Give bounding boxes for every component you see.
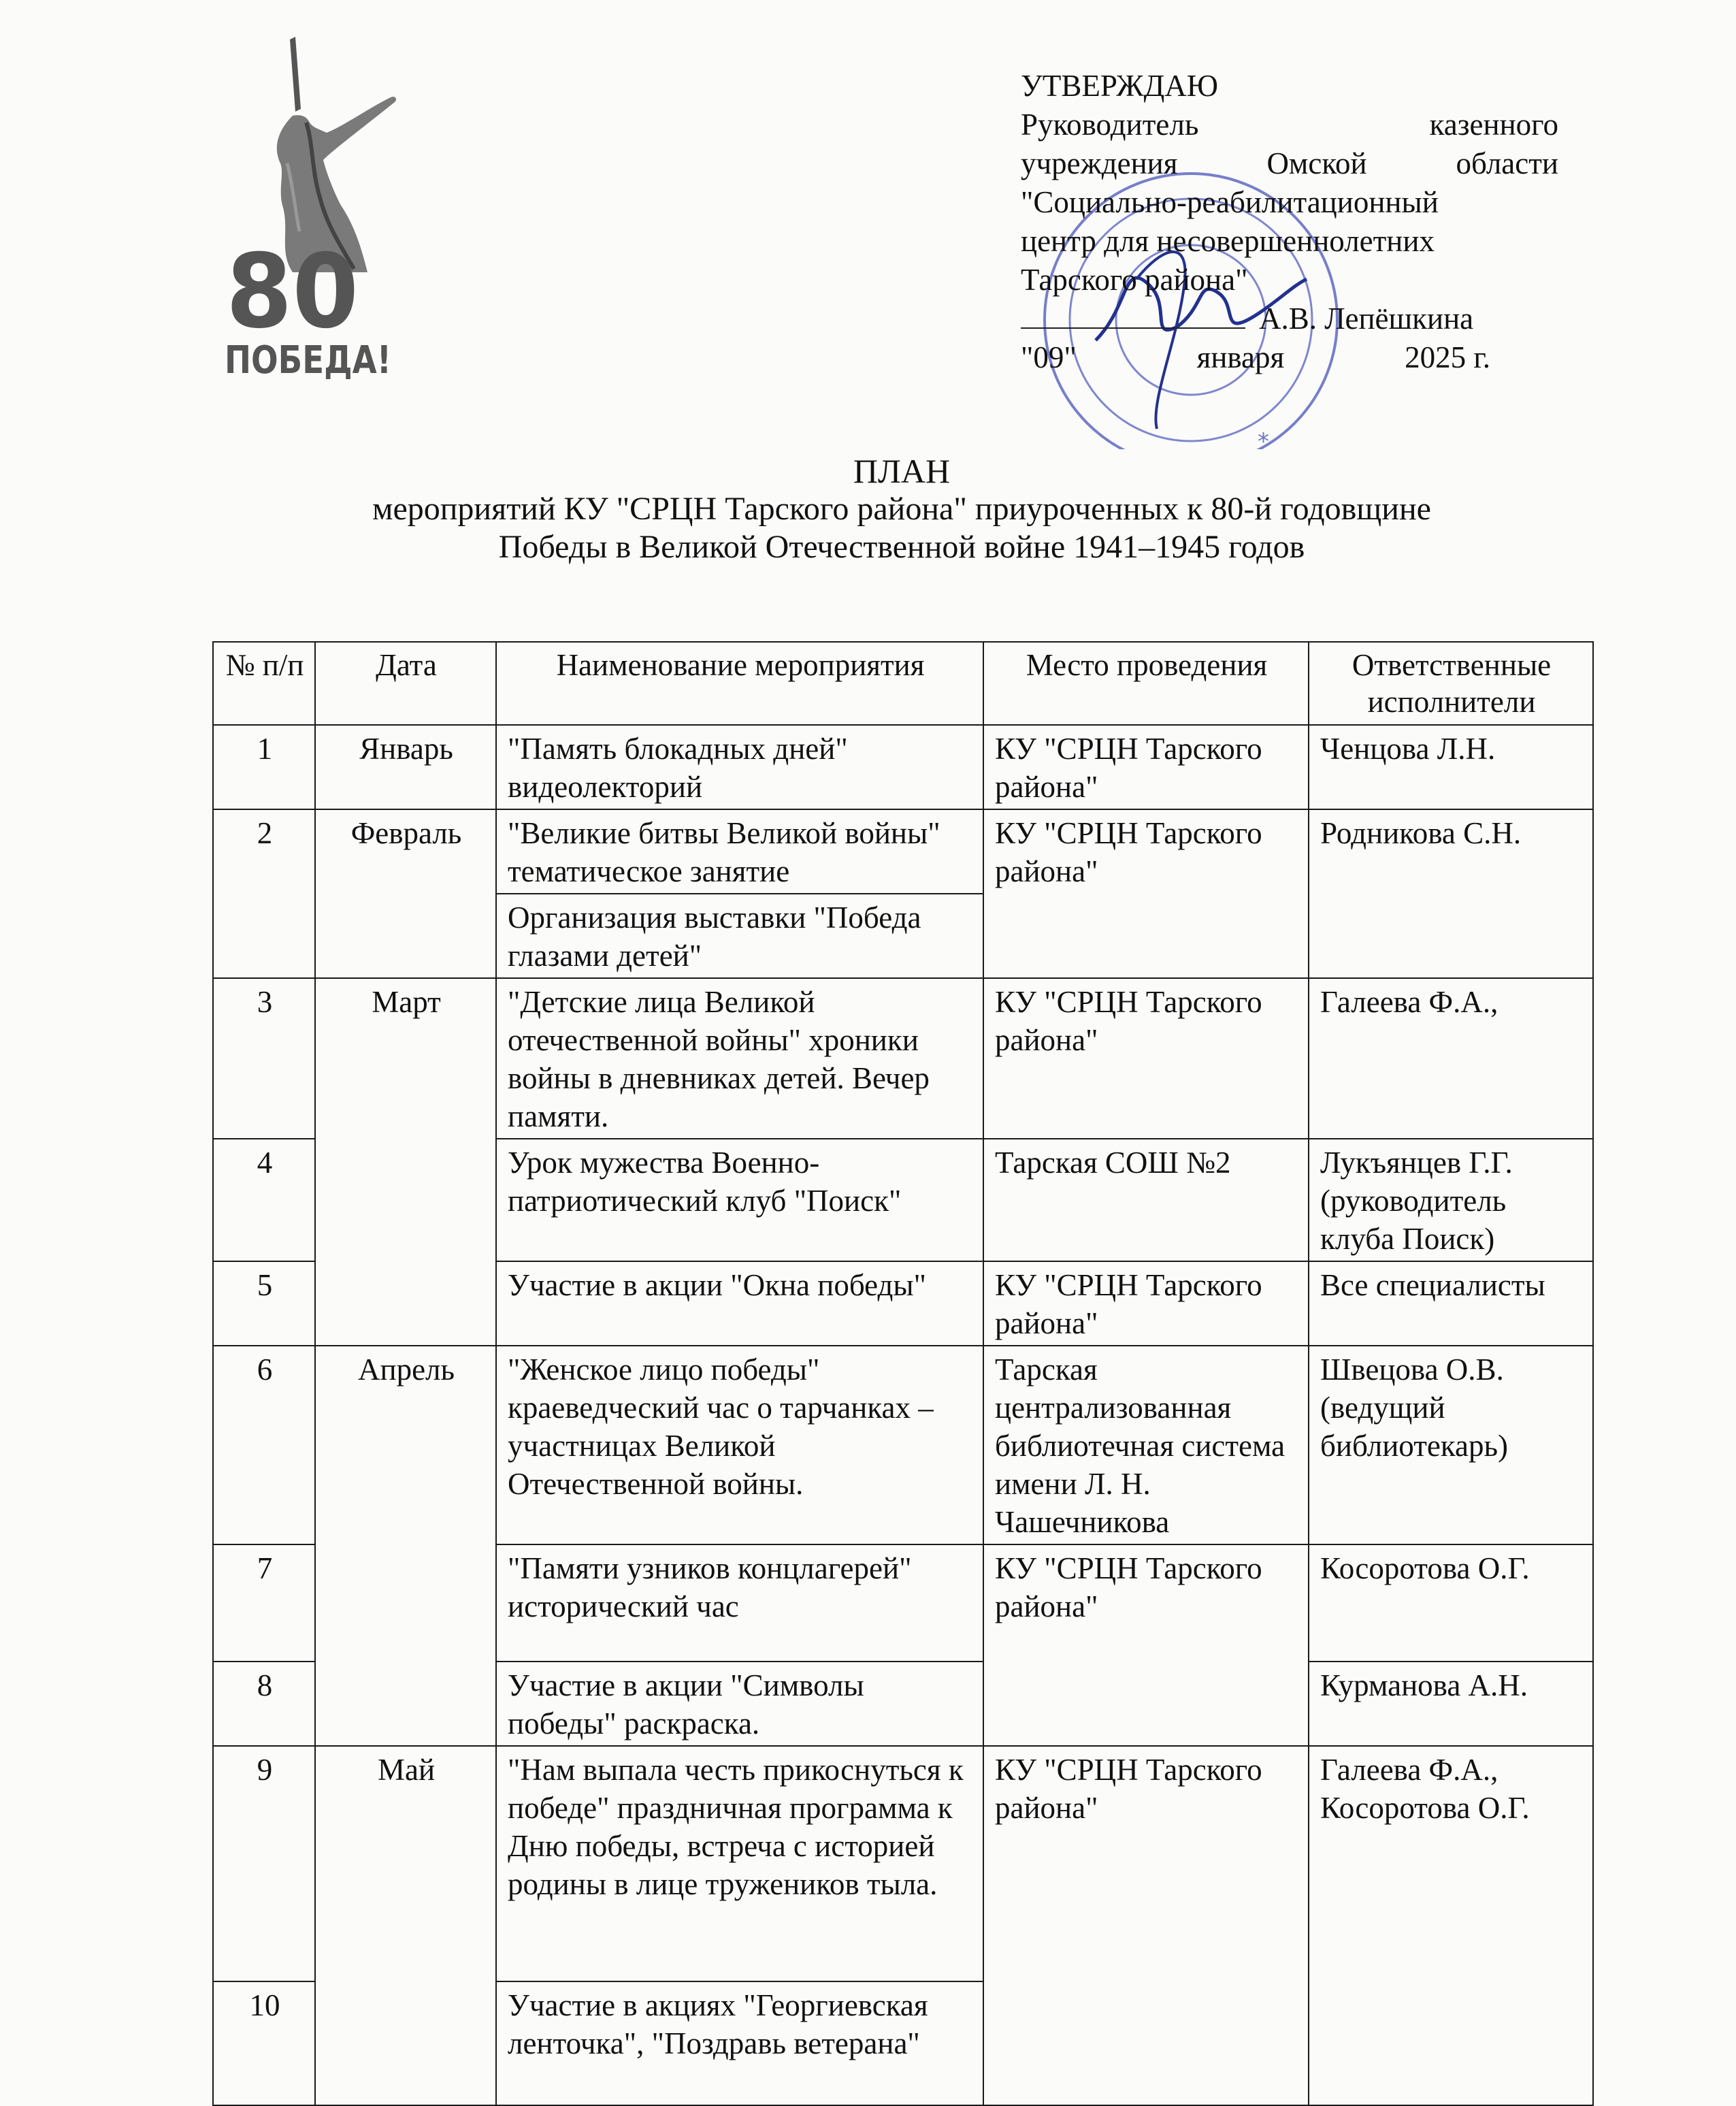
approval-position-left: Руководитель (1021, 108, 1199, 142)
approval-date-year: 2025 г. (1405, 340, 1490, 374)
row-place: КУ "СРЦН Тарского района" (983, 725, 1309, 809)
row-event-name: "Память блокадных дней" видеолекторий (496, 725, 983, 809)
title-line-1: мероприятий КУ "СРЦН Тарского района" приуроченных к 80-й годовщине (372, 491, 1431, 527)
row-num: 10 (213, 1981, 315, 2105)
approval-position-right: казенного (1429, 108, 1558, 142)
table-row (213, 978, 1593, 1139)
approval-org-a: учреждения (1021, 146, 1178, 180)
row-num: 5 (213, 1261, 315, 1346)
row-month: Январь (315, 725, 496, 809)
header-num: № п/п (213, 642, 315, 725)
header-resp: Ответственные исполнители (1309, 642, 1593, 725)
row-responsible: Косоротова О.Г. (1309, 1544, 1593, 1662)
approval-org-name-2: центр для несовершеннолетних (1021, 224, 1435, 258)
row-month: Май (315, 1746, 496, 2105)
approval-date-month: января (1196, 340, 1285, 374)
row-place: КУ "СРЦН Тарского района" (983, 809, 1309, 978)
row-responsible: Галеева Ф.А., Косоротова О.Г. (1309, 1746, 1593, 2105)
table-row (213, 809, 1593, 894)
row-num: 8 (213, 1662, 315, 1746)
row-num: 4 (213, 1139, 315, 1261)
document-title (204, 452, 1599, 566)
row-event-name: Участие в акции "Символы победы" раскраска. (496, 1662, 983, 1746)
victory-monument-emblem (225, 27, 422, 381)
row-responsible: Швецова О.В. (ведущий библиотекарь) (1309, 1346, 1593, 1544)
approval-org-c: области (1456, 146, 1558, 180)
row-event-name: Участие в акциях "Георгиевская ленточка", "Поздравь ветерана" (496, 1981, 983, 2105)
row-event-name: "Великие битвы Великой войны" тематическое занятие (496, 809, 983, 894)
table-row (213, 1346, 1593, 1544)
events-table (212, 641, 1594, 2106)
table-row (213, 1746, 1593, 1981)
row-num: 3 (213, 978, 315, 1139)
header-place: Место проведения (983, 642, 1309, 725)
row-event-name: "Памяти узников концлагерей" исторический час (496, 1544, 983, 1662)
row-month: Февраль (315, 809, 496, 978)
row-event-name: Участие в акции "Окна победы" (496, 1261, 983, 1346)
signature-line (1021, 300, 1245, 329)
approval-org-name-3: Тарского района" (1021, 263, 1248, 297)
signer-name: А.В. Лепёшкина (1259, 302, 1474, 336)
row-place: Тарская СОШ №2 (983, 1139, 1309, 1261)
row-month: Март (315, 978, 496, 1346)
row-place: КУ "СРЦН Тарского района" (983, 1261, 1309, 1346)
row-event-name: "Детские лица Великой отечественной войны" хроники войны в дневниках детей. Вечер памяти. (496, 978, 983, 1139)
row-responsible: Лукъянцев Г.Г. (руководитель клуба Поиск) (1309, 1139, 1593, 1261)
row-responsible: Галеева Ф.А., (1309, 978, 1593, 1139)
row-num: 7 (213, 1544, 315, 1662)
row-event-name: Организация выставки "Победа глазами детей" (496, 894, 983, 978)
row-event-name: "Нам выпала честь прикоснуться к победе" праздничная программа к Дню победы, встреча с историей родины в лице тружеников тыла. (496, 1746, 983, 1981)
table-row (213, 725, 1593, 809)
header-name: Наименование мероприятия (496, 642, 983, 725)
row-event-name: "Женское лицо победы" краеведческий час о тарчанках – участницах Великой Отечественной войны. (496, 1346, 983, 1544)
row-responsible: Ченцова Л.Н. (1309, 725, 1593, 809)
approval-org-name-1: "Социально-реабилитационный (1021, 185, 1439, 219)
header-date: Дата (315, 642, 496, 725)
table-header-row (213, 642, 1593, 725)
row-num: 2 (213, 809, 315, 978)
row-place: КУ "СРЦН Тарского района" (983, 1746, 1309, 2105)
row-num: 9 (213, 1746, 315, 1981)
row-num: 1 (213, 725, 315, 809)
row-place: КУ "СРЦН Тарского района" (983, 978, 1309, 1139)
row-num: 6 (213, 1346, 315, 1544)
svg-text:*: * (1258, 428, 1269, 449)
title-heading: ПЛАН (853, 452, 951, 490)
approval-org-b: Омской (1266, 146, 1367, 180)
logo-number: 80 (226, 233, 359, 351)
approval-block (1021, 67, 1558, 377)
row-responsible: Родникова С.Н. (1309, 809, 1593, 978)
row-event-name: Урок мужества Военно-патриотический клуб "Поиск" (496, 1139, 983, 1261)
row-place: КУ "СРЦН Тарского района" (983, 1544, 1309, 1746)
row-place: Тарская централизованная библиотечная система имени Л. Н. Чашечникова (983, 1346, 1309, 1544)
title-line-2: Победы в Великой Отечественной войне 1941–1945 годов (498, 529, 1305, 565)
approval-date-day: "09" (1021, 340, 1077, 374)
row-month: Апрель (315, 1346, 496, 1746)
approval-heading: УТВЕРЖДАЮ (1021, 69, 1219, 103)
row-responsible: Курманова А.Н. (1309, 1662, 1593, 1746)
row-responsible: Все специалисты (1309, 1261, 1593, 1346)
victory-80-logo (225, 27, 422, 381)
logo-word: ПОБЕДА! (225, 338, 391, 381)
